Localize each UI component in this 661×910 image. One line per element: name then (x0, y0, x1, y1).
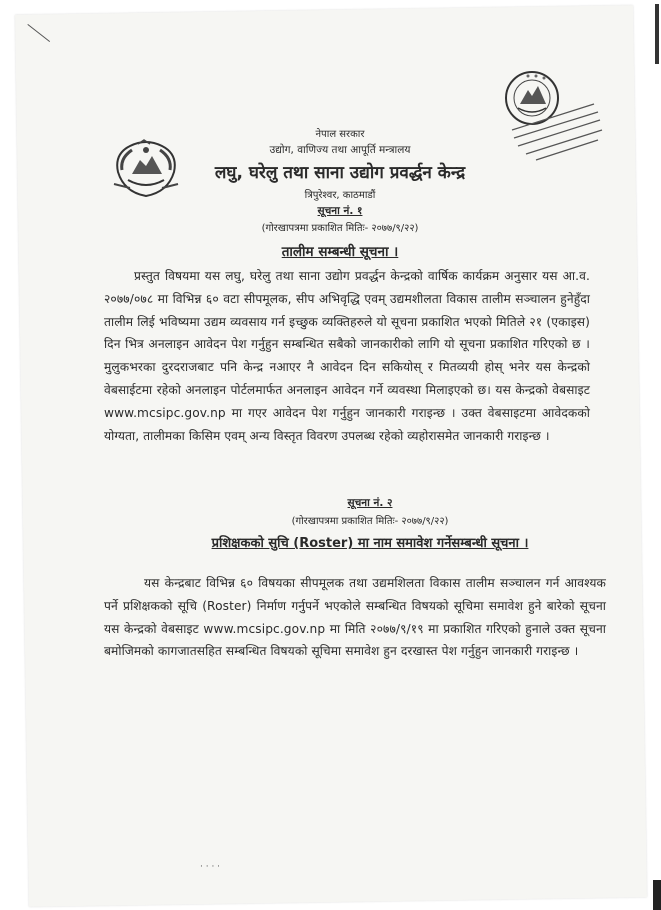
notice-2-heading (200, 496, 540, 551)
notice-1-number: सूचना नं. १ (317, 205, 363, 217)
nepal-government-emblem-icon (108, 136, 184, 200)
notice-1-title: तालीम सम्बन्धी सूचना । (281, 244, 399, 260)
notice-2-publication: (गोरखापत्रमा प्रकाशित मितिः- २०७७/९/२२) (291, 516, 449, 527)
scan-specks: · · · · (200, 862, 221, 872)
scan-edge-mark-bottom (653, 880, 661, 910)
scan-edge-mark (655, 4, 659, 64)
notice-2-body: यस केन्द्रबाट विभिन्न ६० विषयका सीपमूलक तथा उद्यमशिलता विकास तालीम सञ्चालन गर्न आवश्यक पर्ने प्रशिक्षकको सूचि (Roster) निर्माण गर्नुपर्ने भएकोले सम्बन्धित विषयको सूचिमा समावेश हुने बारेको सूचना यस केन्द्रको वेबसाइट www.mcsipc.gov.np मा मिति २०७७/९/१९ मा प्रकाशित गरिएको हुनाले उक्त सूचना बमोजिमको कागजातसहित सम्बन्धित विषयको सूचिमा समावेश हुन दरखास्त पेश गर्नुहुन जानकारी गराइन्छ । (104, 576, 606, 659)
notice-1-body: प्रस्तुत विषयमा यस लघु, घरेलु तथा साना उद्योग प्रवर्द्धन केन्द्रको वार्षिक कार्यक्रम अनुसार यस आ.व. २०७७/०७८ मा विभिन्न ६० वटा सीपमूलक, सीप अभिवृद्धि एवम् उद्यमशीलता विकास तालीम सञ्चालन हुनेहुँदा तालीम लिई भविष्यमा उद्यम व्यवसाय गर्न इच्छुक व्यक्तिहरुले यो सूचना प्रकाशित भएको मितिले २१ (एकाइस) दिन भित्र अनलाइन आवेदन पेश गर्नुहुन सम्बन्धित सबैको जानकारीको लागि यो सूचना प्रकाशित गरिएको छ । मुलुकभरका दुरदराजबाट पनि केन्द्र नआएर नै आवेदन दिन सकियोस् र मितव्ययी होस् भनेर यस केन्द्रको वेबसाईटमा रहेको अनलाइन पोर्टलमार्फत अनलाइन आवेदन गर्ने व्यवस्था मिलाइएको छ। यस केन्द्रको वेबसाइट www.mcsipc.gov.np मा गएर आवेदन पेश गर्नुहुन जानकारी गराइन्छ । उक्त वेबसाइटमा आवेदकको योग्यता, तालीमका किसिम एवम् अन्य विस्तृत विवरण उपलब्ध रहेको व्यहोरासमेत जानकारी गराइन्छ । (104, 269, 590, 443)
office-address: त्रिपुरेश्वर, काठमाडौं (304, 190, 376, 201)
notice-1-publication: (गोरखापत्रमा प्रकाशित मितिः- २०७७/९/२२) (261, 223, 419, 234)
notice-2-number: सूचना नं. २ (347, 497, 393, 509)
center-seal-icon (492, 68, 608, 168)
office-name: लघु, घरेलु तथा साना उद्योग प्रवर्द्धन केन्द्र (214, 163, 466, 183)
ministry-name: उद्योग, वाणिज्य तथा आपूर्ति मन्त्रालय (269, 144, 411, 156)
notice-2-title: प्रशिक्षकको सुचि (Roster) मा नाम समावेश गर्नेसम्बन्धी सूचना । (211, 536, 529, 551)
government-name: नेपाल सरकार (315, 129, 365, 140)
letterhead (190, 126, 490, 260)
